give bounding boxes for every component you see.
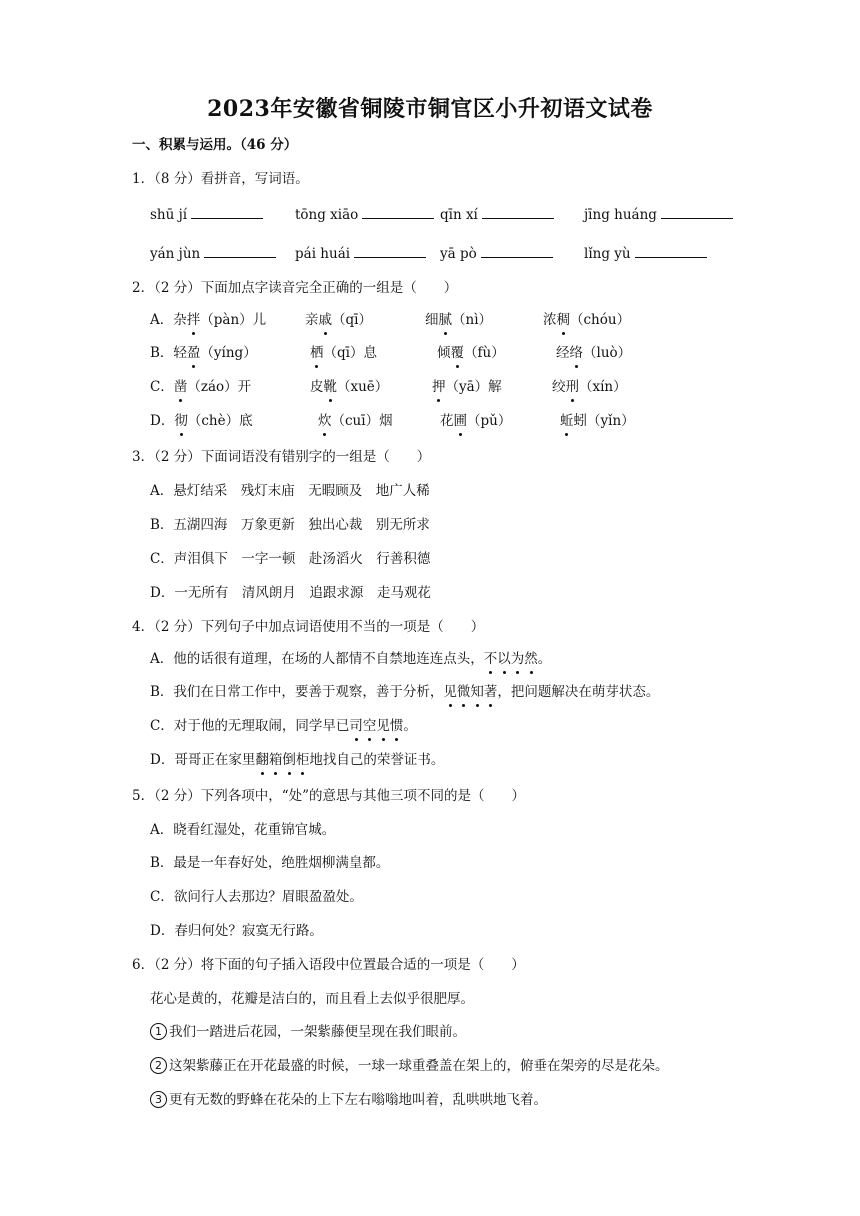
option-text: （chóu） <box>570 312 631 328</box>
option-text: 。 <box>537 651 552 667</box>
answer-blank[interactable] <box>191 204 263 219</box>
option-text: （yā）解 <box>445 379 502 395</box>
option-word <box>440 411 511 431</box>
circled-number: 3 <box>150 1091 167 1108</box>
option-b[interactable] <box>150 682 659 702</box>
dotted-char: 络 <box>569 345 583 361</box>
dotted-char: 为 <box>510 651 525 667</box>
option-c[interactable] <box>150 377 251 397</box>
option-word <box>310 343 377 363</box>
pinyin-item <box>584 243 707 264</box>
dotted-char: 炊 <box>318 413 332 429</box>
dotted-word <box>443 684 497 700</box>
option-text: 绞 <box>552 379 566 395</box>
option-word <box>543 310 630 330</box>
dotted-char: 拌 <box>186 312 201 328</box>
sentence-text: 更有无数的野蜂在花朵的上下左右嗡嗡地叫着，乱哄哄地飞着。 <box>169 1092 547 1108</box>
option-text: 亲 <box>305 312 319 328</box>
question-4-stem: 4．（2 分）下列句子中加点词语使用不当的一项是（ ） <box>132 619 485 635</box>
dotted-word <box>349 718 403 734</box>
dotted-char: 圃 <box>453 413 467 429</box>
option-text: （qī） <box>332 312 372 328</box>
dotted-char: 覆 <box>450 345 464 361</box>
option-text: 皮 <box>310 379 324 395</box>
option-text: A．他的话很有道理，在场的人都情不自禁地连连点头， <box>150 651 484 667</box>
dotted-char: 凿 <box>173 379 188 395</box>
option-word <box>560 411 635 431</box>
dotted-char: 然 <box>524 651 538 667</box>
option-word <box>552 377 627 397</box>
sentence-text: 我们一踏进后花园，一架紫藤便呈现在我们眼前。 <box>169 1024 466 1040</box>
option-b[interactable]: B．最是一年春好处，绝胜烟柳满皇都。 <box>150 855 390 871</box>
pinyin-text: jīng huáng <box>584 207 657 223</box>
option-d[interactable]: D．一无所有 清风朗月 追跟求源 走马观花 <box>150 585 431 601</box>
option-letter: B． <box>150 345 174 361</box>
circled-number: 2 <box>150 1057 167 1074</box>
answer-blank[interactable] <box>362 204 434 219</box>
option-a[interactable] <box>150 310 266 330</box>
option-b[interactable] <box>150 343 257 363</box>
numbered-sentence <box>150 1090 547 1110</box>
exam-title: 2023年安徽省铜陵市铜官区小升初语文试卷 <box>207 96 653 122</box>
option-word <box>310 377 388 397</box>
option-text: （yíng） <box>200 345 257 361</box>
option-text: （cuī）烟 <box>331 413 393 429</box>
question-3-stem: 3．（2 分）下面词语没有错别字的一组是（ ） <box>132 449 431 465</box>
option-text: B．我们在日常工作中，要善于观察，善于分析， <box>150 684 444 700</box>
option-text: 细 <box>425 312 439 328</box>
dotted-char: 刑 <box>565 379 579 395</box>
option-text: 杂 <box>173 312 187 328</box>
pinyin-text: yā pò <box>440 246 477 262</box>
option-text: （chè）底 <box>187 413 253 429</box>
pinyin-item <box>150 243 276 264</box>
dotted-char: 柜 <box>295 752 310 768</box>
option-text: （fù） <box>464 345 505 361</box>
option-text: （luò） <box>583 345 632 361</box>
option-text: （pàn）儿 <box>200 312 267 328</box>
dotted-char: 箱 <box>268 752 283 768</box>
question-6-stem: 6．（2 分）将下面的句子插入语段中位置最合适的一项是（ ） <box>132 957 525 973</box>
pinyin-item <box>295 204 434 225</box>
option-c[interactable]: C．声泪俱下 一字一顿 赴汤滔火 行善积德 <box>150 551 431 567</box>
option-text: C．对于他的无理取闹，同学早已 <box>150 718 350 734</box>
option-c[interactable]: C．欲问行人去那边？眉眼盈盈处。 <box>150 889 363 905</box>
dotted-char: 腻 <box>438 312 452 328</box>
answer-blank[interactable] <box>661 204 733 219</box>
pinyin-text: qīn xí <box>440 207 478 223</box>
dotted-char: 空 <box>362 718 377 734</box>
option-d[interactable] <box>150 411 253 431</box>
option-letter: C． <box>150 379 174 395</box>
option-text: （xín） <box>579 379 627 395</box>
option-word <box>432 377 502 397</box>
dotted-char: 司 <box>349 718 363 734</box>
dotted-char: 彻 <box>174 413 188 429</box>
pinyin-item <box>150 204 263 225</box>
circled-number: 1 <box>150 1023 167 1040</box>
dotted-char: 见 <box>443 684 457 700</box>
option-word <box>305 310 372 330</box>
option-text: （záo）开 <box>187 379 252 395</box>
sentence-text: 这架紫藤正在开花最盛的时候，一球一球重叠盖在架上的，俯垂在架旁的尽是花朵。 <box>169 1058 669 1074</box>
option-text: 轻 <box>173 345 187 361</box>
dotted-char: 见 <box>376 718 390 734</box>
pinyin-text: lǐng yù <box>584 246 631 262</box>
question-2-stem: 2．（2 分）下面加点字读音完全正确的一组是（ ） <box>132 280 458 296</box>
option-a[interactable]: A．晓看红湿处，花重锦官城。 <box>150 822 336 838</box>
answer-blank[interactable] <box>354 243 426 258</box>
dotted-char: 押 <box>432 379 446 395</box>
pinyin-text: yán jùn <box>150 246 201 262</box>
option-a[interactable] <box>150 649 551 669</box>
insert-sentence: 花心是黄的，花瓣是洁白的，而且看上去似乎很肥厚。 <box>150 991 474 1007</box>
option-text: 经 <box>556 345 570 361</box>
option-d[interactable] <box>150 750 444 770</box>
option-word <box>437 343 505 363</box>
numbered-sentence <box>150 1056 669 1076</box>
option-text: （xuē） <box>337 379 389 395</box>
pinyin-text: shū jí <box>150 207 188 223</box>
option-text: （pǔ） <box>467 413 512 429</box>
pinyin-item <box>584 204 733 225</box>
answer-blank[interactable] <box>204 243 276 258</box>
option-word <box>556 343 631 363</box>
option-text: 倾 <box>437 345 451 361</box>
option-text: D．哥哥正在家里 <box>150 752 256 768</box>
dotted-char: 蚯 <box>560 413 574 429</box>
answer-blank[interactable] <box>481 243 553 258</box>
pinyin-item <box>440 204 554 225</box>
answer-blank[interactable] <box>635 243 707 258</box>
option-text: ，把问题解决在萌芽状态。 <box>497 684 660 700</box>
option-a[interactable]: A．悬灯结采 残灯末庙 无暇顾及 地广人稀 <box>150 483 430 499</box>
dotted-char: 不 <box>483 651 498 667</box>
dotted-char: 栖 <box>310 345 324 361</box>
pinyin-text: pái huái <box>295 246 351 262</box>
section-heading: 一、积累与运用。（46 分） <box>132 137 298 153</box>
dotted-word <box>484 651 538 667</box>
dotted-char: 靴 <box>323 379 337 395</box>
dotted-word <box>255 752 309 768</box>
question-5-stem: 5．（2 分）下列各项中，“处”的意思与其他三项不同的是（ ） <box>132 788 526 804</box>
dotted-char: 戚 <box>318 312 332 328</box>
dotted-char: 惯 <box>389 718 404 734</box>
dotted-char: 以 <box>497 651 511 667</box>
numbered-sentence <box>150 1022 466 1042</box>
option-text: 蚓（yǐn） <box>573 413 635 429</box>
dotted-char: 倒 <box>282 752 296 768</box>
option-b[interactable]: B．五湖四海 万象更新 独出心裁 别无所求 <box>150 517 430 533</box>
option-text: （qī）息 <box>323 345 377 361</box>
option-c[interactable] <box>150 716 417 736</box>
option-text: （nì） <box>452 312 493 328</box>
option-text: 地找自己的荣誉证书。 <box>309 752 445 768</box>
option-word <box>318 411 393 431</box>
question-1-stem: 1．（8 分）看拼音，写词语。 <box>132 171 309 187</box>
option-text: 浓 <box>543 312 557 328</box>
answer-blank[interactable] <box>482 204 554 219</box>
pinyin-item <box>295 243 426 264</box>
option-text: 花 <box>440 413 454 429</box>
dotted-char: 翻 <box>255 752 269 768</box>
option-d[interactable]: D．春归何处？寂寞无行路。 <box>150 923 323 939</box>
pinyin-text: tōng xiāo <box>295 207 359 223</box>
dotted-char: 知 <box>470 684 484 700</box>
option-letter: D． <box>150 413 175 429</box>
option-letter: A． <box>150 312 174 328</box>
pinyin-item <box>440 243 553 264</box>
option-word <box>425 310 492 330</box>
dotted-char: 盈 <box>186 345 201 361</box>
option-text: 。 <box>403 718 417 734</box>
dotted-char: 著 <box>483 684 498 700</box>
dotted-char: 稠 <box>556 312 570 328</box>
dotted-char: 微 <box>456 684 471 700</box>
